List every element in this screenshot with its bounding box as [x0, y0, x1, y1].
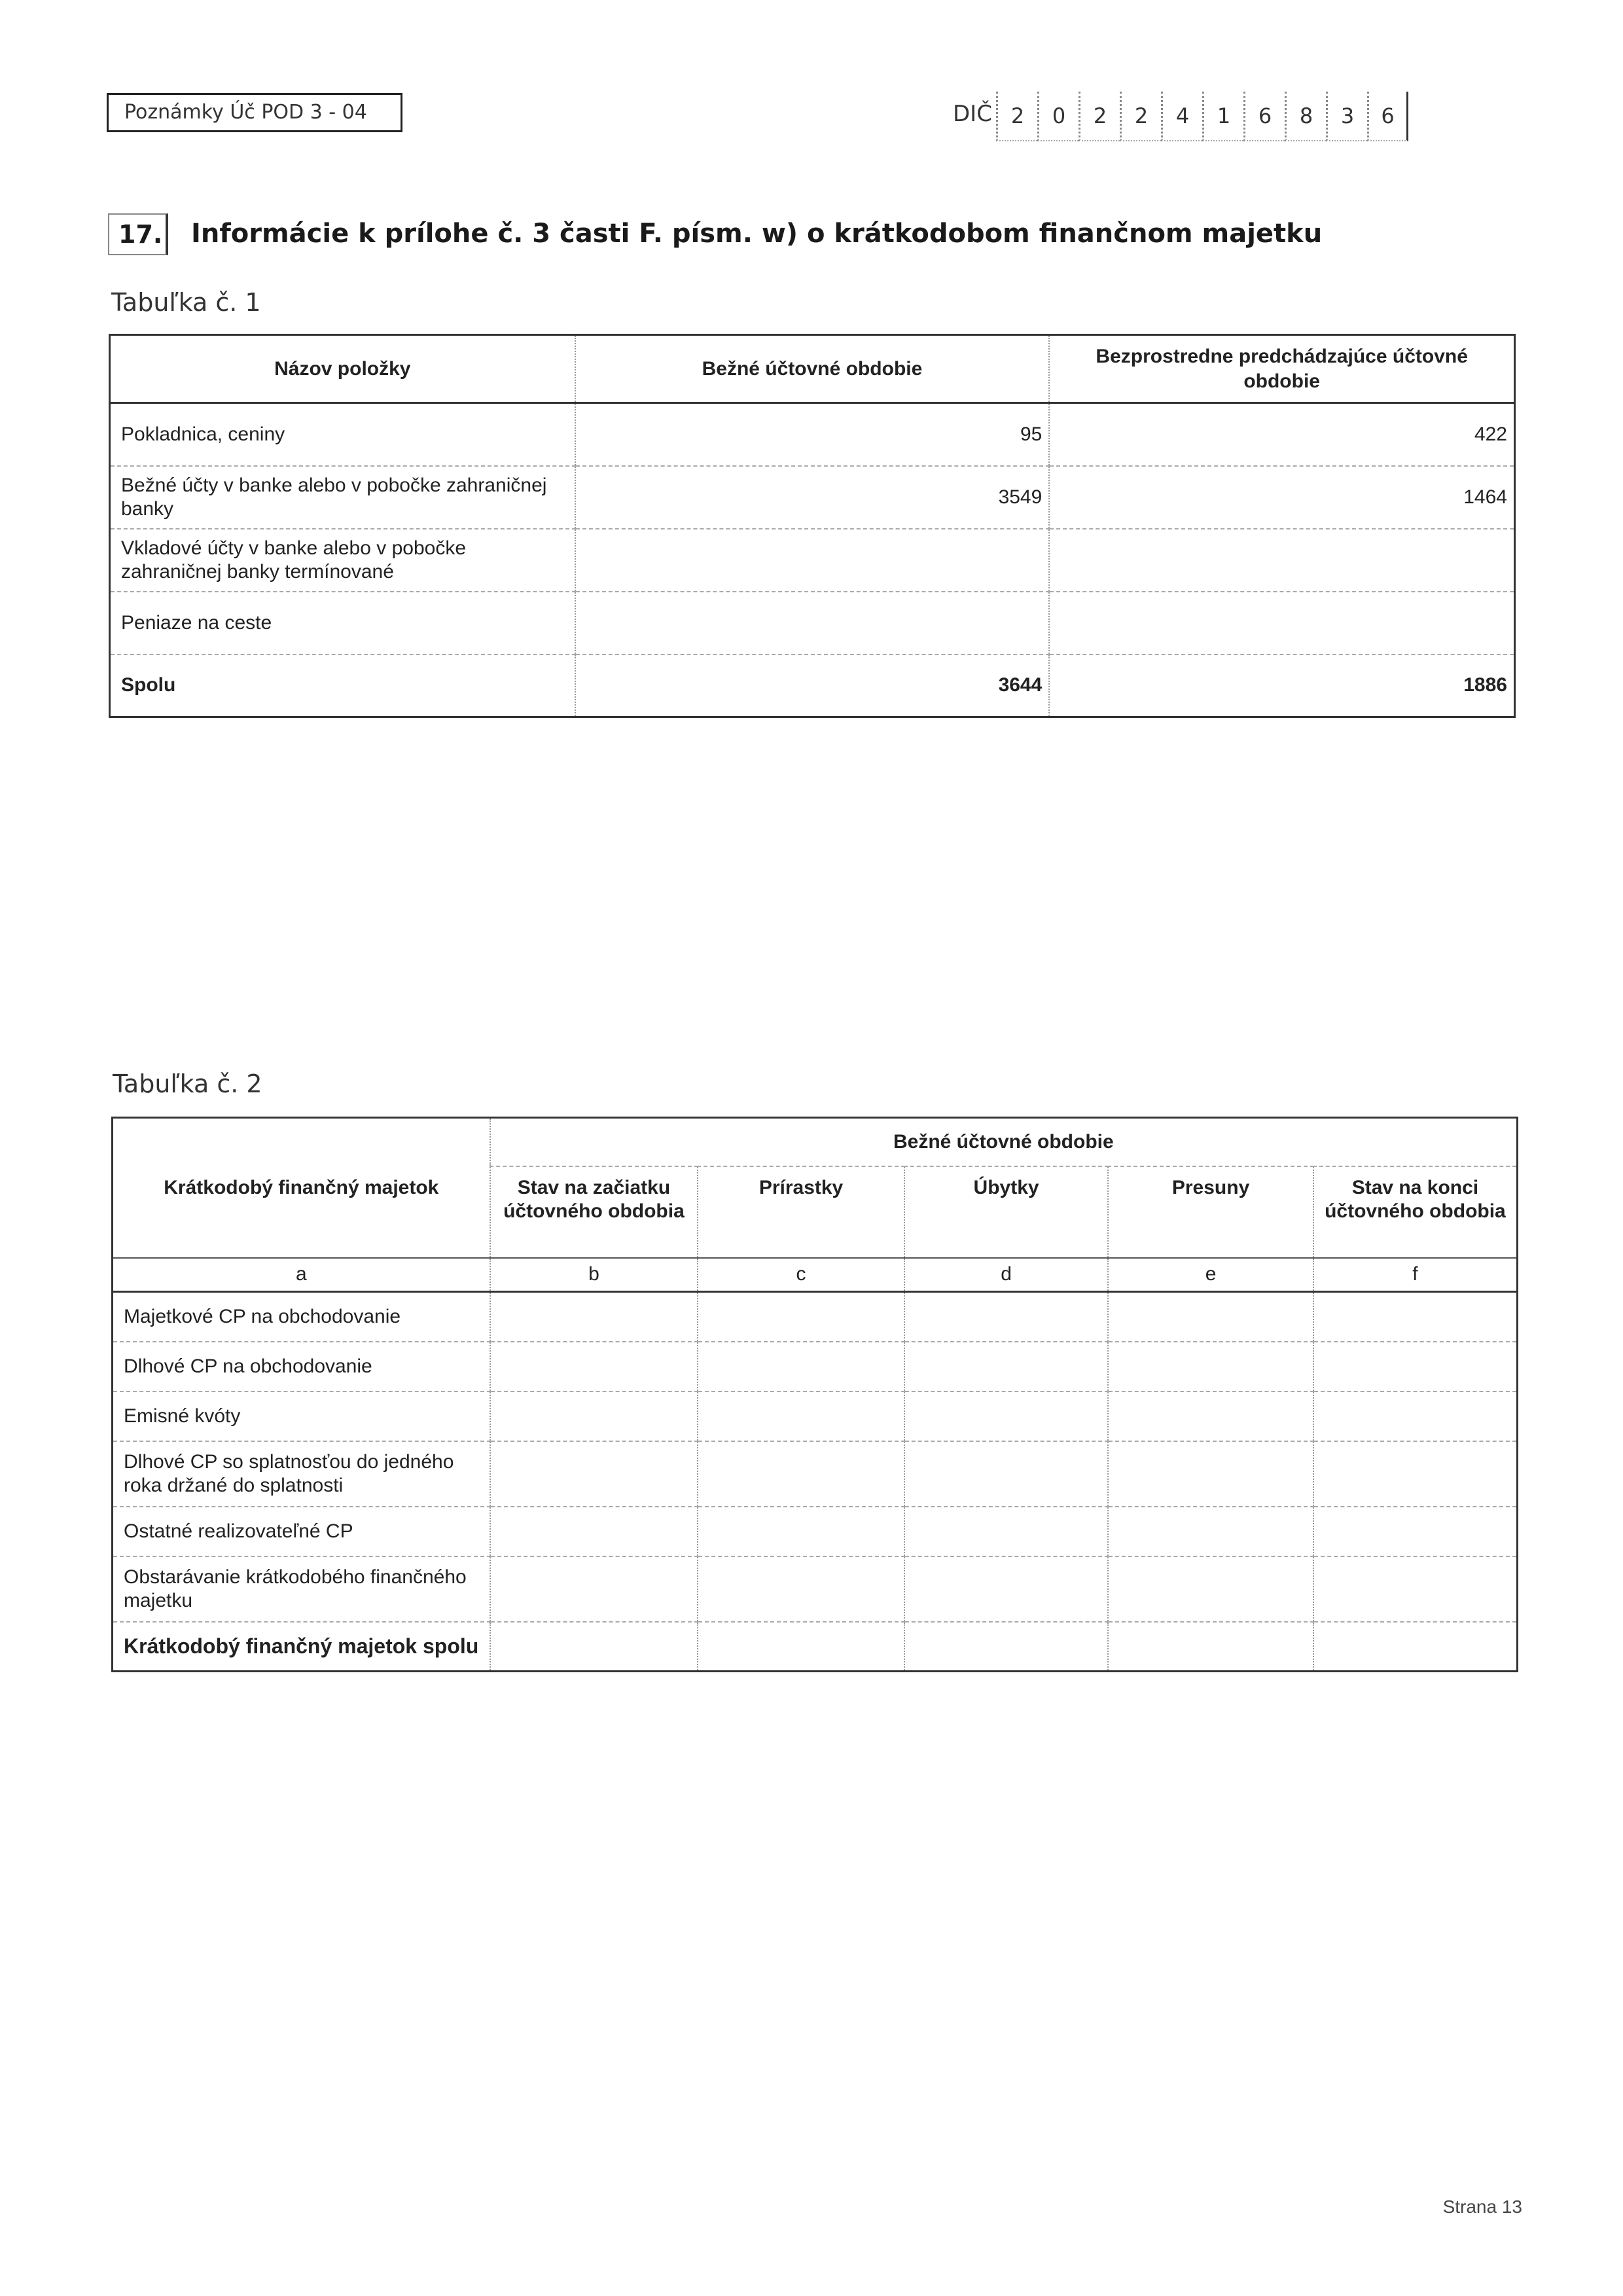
- value-cell: [904, 1391, 1109, 1441]
- dic-digit: 3: [1326, 92, 1367, 141]
- table1: [109, 334, 1516, 718]
- dic-field: [996, 92, 1408, 141]
- table2-header-name: Krátkodobý finančný majetok: [113, 1118, 490, 1258]
- column-letter: d: [904, 1258, 1109, 1292]
- value-cell: [490, 1441, 698, 1507]
- table2-header-additions: Prírastky: [698, 1166, 904, 1258]
- value-cell: [1108, 1622, 1313, 1672]
- value-cell: [1313, 1342, 1518, 1391]
- value-cell: [1313, 1507, 1518, 1556]
- table1-header-name: Názov položky: [110, 335, 575, 403]
- row-label: Ostatné realizovateľné CP: [113, 1507, 490, 1556]
- table2-header-transfers: Presuny: [1108, 1166, 1313, 1258]
- table-row: [110, 403, 1515, 466]
- column-letter: b: [490, 1258, 698, 1292]
- table-row: [113, 1342, 1518, 1391]
- dic-label: DIČ: [953, 101, 992, 127]
- value-cell: [490, 1391, 698, 1441]
- form-id-label: Poznámky Úč POD 3 - 04: [107, 93, 402, 132]
- value-cell: [698, 1507, 904, 1556]
- row-label: Dlhové CP na obchodovanie: [113, 1342, 490, 1391]
- value-cell: [1313, 1391, 1518, 1441]
- table-row: [113, 1507, 1518, 1556]
- value-cell: [698, 1441, 904, 1507]
- row-label: Emisné kvóty: [113, 1391, 490, 1441]
- value-cell: 95: [575, 403, 1050, 466]
- dic-digit: 2: [1079, 92, 1120, 141]
- dic-digit: 4: [1161, 92, 1202, 141]
- value-cell: [1049, 592, 1514, 655]
- dic-digit: 2: [1120, 92, 1161, 141]
- section-number: 17.: [108, 213, 168, 255]
- dic-digit: 0: [1037, 92, 1079, 141]
- column-letter: a: [113, 1258, 490, 1292]
- value-cell: [904, 1292, 1109, 1342]
- value-cell: [1108, 1292, 1313, 1342]
- dic-digit: 6: [1243, 92, 1285, 141]
- table-total-row: [110, 655, 1515, 717]
- table2-header-disposals: Úbytky: [904, 1166, 1109, 1258]
- dic-digit: 6: [1367, 92, 1408, 141]
- table1-caption: Tabuľka č. 1: [111, 288, 261, 317]
- section-title: Informácie k prílohe č. 3 časti F. písm. w) o krátkodobom finančnom majetku: [191, 219, 1323, 249]
- total-value: 1886: [1049, 655, 1514, 717]
- value-cell: [490, 1292, 698, 1342]
- table-row: [113, 1391, 1518, 1441]
- table-row: [110, 529, 1515, 592]
- value-cell: 3549: [575, 466, 1050, 529]
- table2-header-end: Stav na konci účtovného obdobia: [1313, 1166, 1518, 1258]
- row-label: Dlhové CP so splatnosťou do jedného roka držané do splatnosti: [113, 1441, 490, 1507]
- column-letter: c: [698, 1258, 904, 1292]
- row-label: Majetkové CP na obchodovanie: [113, 1292, 490, 1342]
- row-label: Pokladnica, ceniny: [110, 403, 575, 466]
- table2-group-row: [113, 1118, 1518, 1166]
- table-row: [113, 1441, 1518, 1507]
- table2-group-header: Bežné účtovné obdobie: [490, 1118, 1518, 1166]
- value-cell: [904, 1441, 1109, 1507]
- value-cell: 1464: [1049, 466, 1514, 529]
- dic-digit: 8: [1285, 92, 1326, 141]
- value-cell: [1108, 1507, 1313, 1556]
- table-row: [113, 1556, 1518, 1622]
- value-cell: [490, 1507, 698, 1556]
- row-label: Bežné účty v banke alebo v pobočke zahraničnej banky: [110, 466, 575, 529]
- dic-digit: 1: [1202, 92, 1243, 141]
- value-cell: [490, 1342, 698, 1391]
- value-cell: [1049, 529, 1514, 592]
- row-label: Peniaze na ceste: [110, 592, 575, 655]
- value-cell: [1313, 1556, 1518, 1622]
- value-cell: [904, 1556, 1109, 1622]
- value-cell: [1108, 1391, 1313, 1441]
- page-number: Strana 13: [1442, 2197, 1522, 2217]
- table1-header-row: [110, 335, 1515, 403]
- table-row: [110, 592, 1515, 655]
- value-cell: [575, 592, 1050, 655]
- value-cell: [698, 1556, 904, 1622]
- table2: [111, 1117, 1518, 1672]
- row-label: Vkladové účty v banke alebo v pobočke zahraničnej banky termínované: [110, 529, 575, 592]
- total-label: Spolu: [110, 655, 575, 717]
- value-cell: [1108, 1342, 1313, 1391]
- value-cell: [575, 529, 1050, 592]
- row-label: Obstarávanie krátkodobého finančného majetku: [113, 1556, 490, 1622]
- value-cell: [698, 1391, 904, 1441]
- column-letter: f: [1313, 1258, 1518, 1292]
- value-cell: [698, 1622, 904, 1672]
- value-cell: [1108, 1441, 1313, 1507]
- total-label: Krátkodobý finančný majetok spolu: [113, 1622, 490, 1672]
- table1-header-previous: Bezprostredne predchádzajúce účtovné obdobie: [1049, 335, 1514, 403]
- value-cell: [904, 1342, 1109, 1391]
- table2-header-start: Stav na začiatku účtovného obdobia: [490, 1166, 698, 1258]
- value-cell: [904, 1622, 1109, 1672]
- value-cell: 422: [1049, 403, 1514, 466]
- value-cell: [1108, 1556, 1313, 1622]
- value-cell: [490, 1622, 698, 1672]
- table-total-row: [113, 1622, 1518, 1672]
- table-row: [110, 466, 1515, 529]
- column-letter: e: [1108, 1258, 1313, 1292]
- value-cell: [698, 1292, 904, 1342]
- dic-digit: 2: [996, 92, 1037, 141]
- table-row: [113, 1292, 1518, 1342]
- value-cell: [1313, 1441, 1518, 1507]
- table1-header-current: Bežné účtovné obdobie: [575, 335, 1050, 403]
- value-cell: [1313, 1292, 1518, 1342]
- table2-caption: Tabuľka č. 2: [113, 1069, 262, 1098]
- value-cell: [904, 1507, 1109, 1556]
- value-cell: [1313, 1622, 1518, 1672]
- value-cell: [490, 1556, 698, 1622]
- value-cell: [698, 1342, 904, 1391]
- table2-letter-row: [113, 1258, 1518, 1292]
- total-value: 3644: [575, 655, 1050, 717]
